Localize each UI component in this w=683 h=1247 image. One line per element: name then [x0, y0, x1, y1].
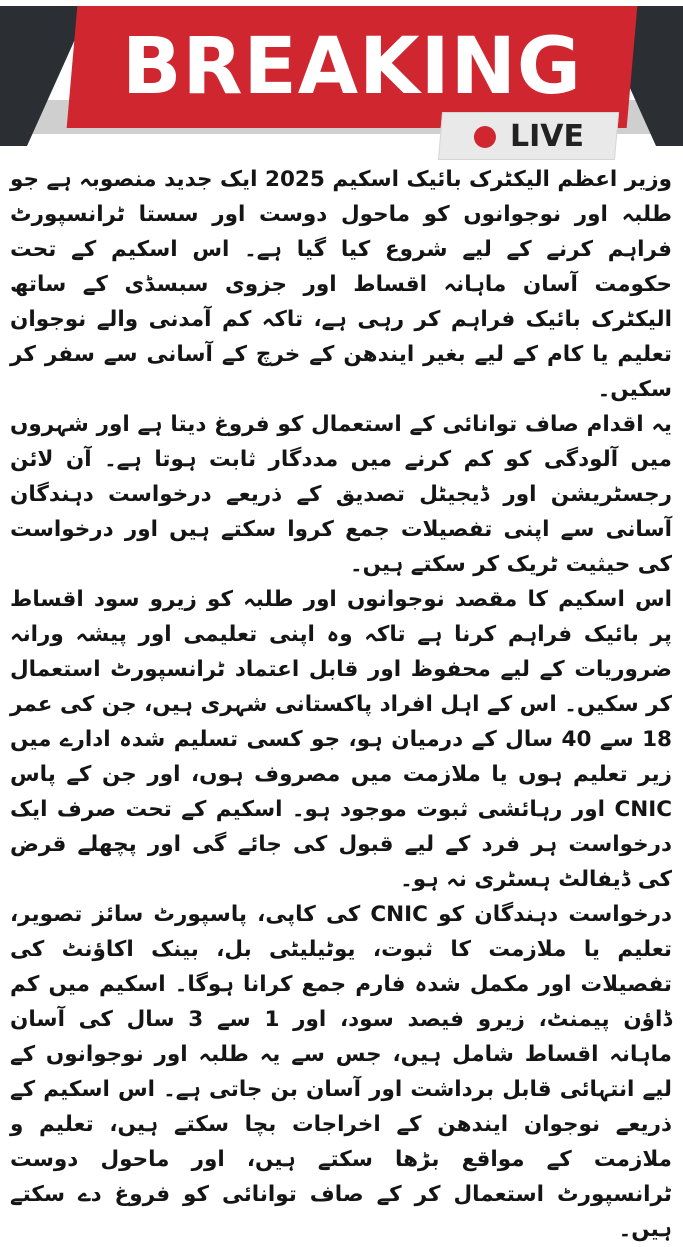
article-paragraph: اس اسکیم کا مقصد نوجوانوں اور طلبہ کو زیرو سود اقساط پر بائیک فراہم کرنا ہے تاکہ وہ اپنی تعلیمی اور پیشہ ورانہ ضروریات کے لیے محفوظ اور قابل اعتماد ٹرانسپورٹ استعمال کر سکیں۔ اس کے اہل افراد پاکستانی شہری ہیں، جن کی عمر 18 سے 40 سال کے درمیان ہو، جو کسی تسلیم شدہ ادارے میں زیر تعلیم ہوں یا ملازمت میں مصروف ہوں، اور جن کے پاس CNIC اور رہائشی ثبوت موجود ہو۔ اسکیم کے تحت صرف ایک درخواست ہر فرد کے لیے قبول کی جائے گی اور پچھلے قرض کی ڈیفالٹ ہسٹری نہ ہو۔ — [10, 587, 672, 892]
live-badge — [438, 112, 619, 160]
article-paragraph: درخواست دہندگان کو CNIC کی کاپی، پاسپورٹ سائز تصویر، تعلیم یا ملازمت کا ثبوت، یوٹیلیٹی بل، بینک اکاؤنٹ کی تفصیلات اور مکمل شدہ فارم جمع کرانا ہوگا۔ اسکیم میں کم ڈاؤن پیمنٹ، زیرو فیصد سود، اور 1 سے 3 سال کی آسان ماہانہ اقساط شامل ہیں، جس سے یہ طلبہ اور نوجوانوں کے لیے انتہائی قابل برداشت اور آسان بن جاتی ہے۔ اس اسکیم کے ذریعے نوجوان ایندھن کے اخراجات بچا سکتے ہیں، تعلیم و ملازمت کے مواقع بڑھا سکتے ہیں، اور ماحول دوست ٹرانسپورٹ استعمال کر کے صاف توانائی کو فروغ دے سکتے ہیں۔ — [10, 902, 672, 1242]
live-label: LIVE — [509, 118, 584, 154]
breaking-banner — [0, 0, 683, 165]
breaking-slab — [67, 6, 638, 128]
article-paragraph: یہ اقدام صاف توانائی کے استعمال کو فروغ دیتا ہے اور شہروں میں آلودگی کو کم کرنے میں مددگار ثابت ہوتا ہے۔ آن لائن رجسٹریشن اور ڈیجیٹل تصدیق کے ذریعے درخواست دہندگان آسانی سے اپنی تفصیلات جمع کروا سکتے ہیں اور درخواست کی حیثیت ٹریک کر سکتے ہیں۔ — [10, 412, 672, 577]
article-body — [10, 162, 672, 1247]
live-dot-icon — [474, 125, 496, 147]
breaking-title: BREAKING — [122, 22, 582, 112]
article-paragraph: وزیر اعظم الیکٹرک بائیک اسکیم 2025 ایک جدید منصوبہ ہے جو طلبہ اور نوجوانوں کو ماحول دوست اور سستا ٹرانسپورٹ فراہم کرنے کے لیے شروع کیا گیا ہے۔ اس اسکیم کے تحت حکومت آسان ماہانہ اقساط اور جزوی سبسڈی کے ساتھ الیکٹرک بائیک فراہم کر رہی ہے، تاکہ کم آمدنی والے نوجوان تعلیم یا کام کے لیے بغیر ایندھن کے خرچ کے آسانی سے سفر کر سکیں۔ — [10, 167, 672, 402]
